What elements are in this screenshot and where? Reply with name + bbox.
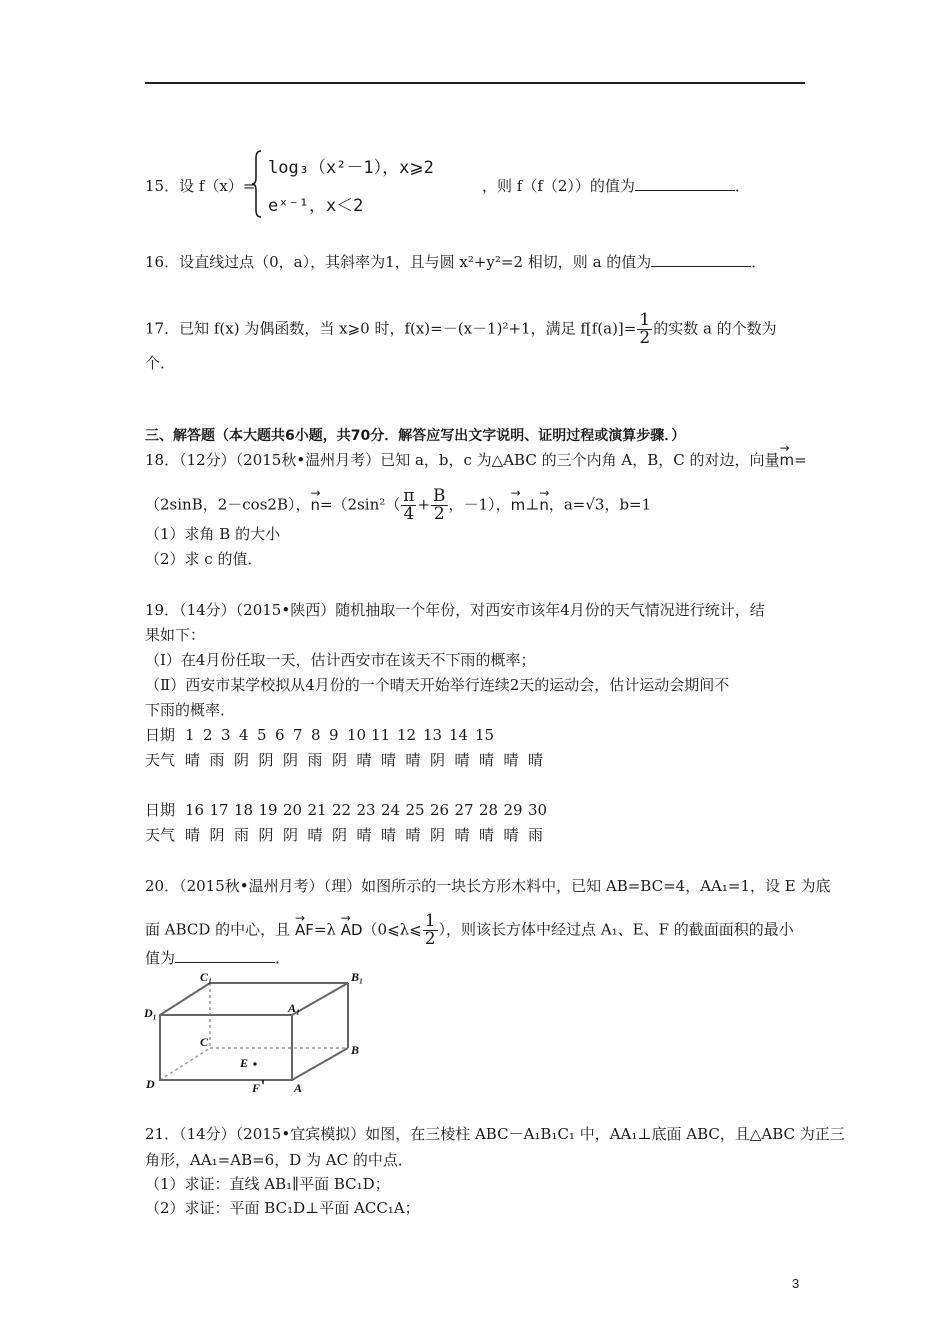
table-cell-weather: 阴 [234,751,250,769]
q20-line2-b: （0⩽λ⩽ [362,920,422,939]
label-b1: B₁ [351,970,364,984]
label-c: C [200,1035,209,1049]
table-header-weather: 天气 [145,826,176,844]
table-cell-weather: 雨 [307,751,323,769]
q20-line3 [145,948,290,968]
point-e [253,1062,256,1065]
fraction [431,488,448,523]
table-cell-weather: 晴 [381,751,397,769]
table-cell-day: 19 [258,801,278,819]
vector-m: → m [779,450,794,470]
q18-line1-text: 18．（12分）（2015秋•温州月考）已知 a，b，c 为△ABC 的三个内角 A，B，C 的对边，向量 [145,451,780,469]
table-cell-weather: 阴 [209,826,225,844]
fraction-numerator: 1 [639,310,651,330]
q18-line2-d: ，a=√3，b=1 [548,495,652,514]
table-cell-day: 5 [257,726,267,744]
table-cell-weather: 晴 [185,826,201,844]
q21-line2: 角形，AA₁=AB=6，D 为 AC 的中点． [145,1151,413,1169]
table-cell-weather: 阴 [430,826,446,844]
q20-line2-c: ），则该长方体中经过点 A₁、E、F 的截面面积的最小 [438,920,794,939]
label-c1: C₁ [200,970,213,984]
weather-table-2-weather [145,825,553,845]
q20-end: ． [275,949,291,967]
lambda: =λ [313,920,336,939]
table-cell-day: 6 [275,726,285,744]
edge-a1b1 [292,983,348,1015]
table-cell-day: 14 [449,726,469,744]
table-cell-day: 22 [332,801,352,819]
weather-table-1-days [145,725,501,745]
table-cell-day: 2 [203,726,213,744]
label-a: A [294,1081,303,1095]
table-cell-weather: 晴 [405,751,421,769]
table-header-date: 日期 [145,726,176,744]
table-header-date: 日期 [145,801,176,819]
fraction-numerator: π [403,486,415,506]
vector-n: → n [310,495,320,515]
q20-line1: 20．（2015秋•温州月考）（理）如图所示的一块长方形木料中，已知 AB=BC=4，AA₁=1，设 E 为底 [145,877,831,895]
label-b: B [351,1043,360,1057]
vector-m: → m [511,495,526,515]
table-cell-weather: 晴 [307,826,323,844]
q16-line [145,252,766,272]
q15-end: ． [734,177,750,195]
table-cell-weather: 雨 [209,751,225,769]
table-cell-weather: 晴 [479,826,495,844]
section-heading: 三、解答题（本大题共6小题，共70分．解答应写出文字说明、证明过程或演算步骤．） [145,428,686,444]
table-cell-weather: 晴 [454,751,470,769]
vector-n: → n [539,495,549,515]
table-cell-weather: 阴 [332,751,348,769]
q16-text: 16．设直线过点（0，a），其斜率为1，且与圆 x²+y²=2 相切，则 a 的值为 [145,253,652,271]
table-cell-day: 12 [397,726,417,744]
q17-line2: 个． [145,354,176,372]
table-cell-weather: 晴 [381,826,397,844]
table-cell-day: 8 [311,726,321,744]
q18-sub1: （1）求角 B 的大小 [145,525,281,543]
label-d: D [146,1077,155,1091]
fraction-denominator: 2 [433,504,445,524]
plus-sign: + [417,495,431,514]
table-cell-weather: 晴 [454,826,470,844]
table-cell-day: 20 [283,801,303,819]
q19-sub2b: 下雨的概率． [145,701,236,719]
answer-blank [635,176,735,191]
table-cell-weather: 阴 [283,751,299,769]
label-e: E [240,1056,249,1070]
q18-line1 [145,450,807,470]
table-cell-weather: 阴 [332,826,348,844]
fraction [423,913,438,948]
q17-line1 [145,312,777,347]
table-cell-day: 7 [293,726,303,744]
q18-line2-b: =（2sin²（ [319,495,401,514]
table-cell-day: 15 [475,726,495,744]
fraction-numerator: B [433,486,446,506]
table-cell-weather: 阴 [258,751,274,769]
table-cell-weather: 晴 [528,751,544,769]
q18-line2-a: （2sinB，2－cos2B）， [145,495,311,514]
left-brace-icon [252,150,262,218]
q21-sub2: （2）求证：平面 BC₁D⊥平面 ACC₁A； [145,1199,420,1217]
answer-blank [175,948,275,963]
table-cell-weather: 晴 [405,826,421,844]
q19-sub2a: （Ⅱ）西安市某学校拟从4月份的一个晴天开始举行连续2天的运动会，估计运动会期间不 [145,676,730,694]
q15-suffix-line [482,176,750,196]
table-cell-weather: 晴 [356,751,372,769]
q15-suffix: ，则 f（f（2））的值为 [482,177,635,195]
table-cell-weather: 晴 [503,751,519,769]
table-cell-weather: 晴 [185,751,201,769]
label-d1: D₁ [144,1006,157,1020]
edge-ab [292,1048,348,1080]
table-cell-day: 25 [405,801,425,819]
label-a1: A₁ [288,1001,301,1015]
q17-text2: 的实数 a 的个数为 [653,319,777,338]
label-f: F [252,1081,261,1095]
q18-line2-c: ，－1）， [448,495,511,514]
table-cell-weather: 晴 [356,826,372,844]
q18-line1-end: = [794,451,807,469]
table-cell-day: 30 [528,801,548,819]
table-cell-day: 24 [381,801,401,819]
q20-line3-text: 值为 [145,949,176,967]
table-cell-day: 1 [185,726,195,744]
q18-line2 [145,488,651,523]
table-cell-day: 3 [221,726,231,744]
table-header-weather: 天气 [145,751,176,769]
table-cell-day: 28 [479,801,499,819]
fraction [401,488,416,523]
table-cell-day: 21 [307,801,327,819]
q21-line1: 21．（14分）（2015•宜宾模拟）如图，在三棱柱 ABC－A₁B₁C₁ 中，AA₁⊥底面 ABC，且△ABC 为正三 [145,1125,845,1143]
table-cell-weather: 晴 [503,826,519,844]
table-cell-weather: 阴 [258,826,274,844]
table-cell-weather: 晴 [479,751,495,769]
q15-case1: log₃（x²－1），x⩾2 [268,158,434,178]
table-cell-day: 13 [423,726,443,744]
q15-case2: eˣ⁻¹，x＜2 [268,196,364,216]
answer-blank [651,252,751,267]
edge-d1c1 [160,983,210,1015]
table-cell-day: 16 [185,801,205,819]
q19-line1: 19．（14分）（2015•陕西）随机抽取一个年份，对西安市该年4月份的天气情况进行统计，结 [145,601,765,619]
table-cell-day: 18 [234,801,254,819]
table-cell-day: 29 [503,801,523,819]
q21-sub1: （1）求证：直线 AB₁∥平面 BC₁D； [145,1175,390,1193]
table-cell-day: 23 [356,801,376,819]
q15-prefix: 15．设 f（x）= [145,177,256,195]
weather-table-1-weather [145,750,553,770]
vector-ad: → AD [341,920,363,940]
table-cell-day: 9 [329,726,339,744]
table-cell-weather: 雨 [528,826,544,844]
q19-sub1: （Ⅰ）在4月份任取一天，估计西安市在该天不下雨的概率； [145,651,536,669]
table-cell-day: 10 [347,726,367,744]
table-cell-weather: 雨 [234,826,250,844]
fraction-denominator: 4 [403,504,415,524]
q20-line2-a: 面 ABCD 的中心，且 [145,920,291,939]
q16-end: ． [751,253,767,271]
table-cell-day: 26 [430,801,450,819]
weather-table-2-days [145,800,553,820]
table-cell-day: 27 [454,801,474,819]
fraction-denominator: 2 [424,929,436,949]
q17-text: 17．已知 f(x) 为偶函数，当 x⩾0 时，f(x)=－(x－1)²+1，满足 f[f(a)]= [145,319,637,338]
q20-line2 [145,913,794,948]
page-number: 3 [792,1276,800,1291]
cuboid-figure [142,970,372,1095]
q18-sub2: （2）求 c 的值． [145,550,263,568]
header-rule [145,82,805,84]
fraction-denominator: 2 [639,328,651,348]
table-cell-day: 17 [209,801,229,819]
vector-af: → AF [295,920,314,940]
table-cell-day: 4 [239,726,249,744]
table-cell-day: 11 [371,726,391,744]
perp-sign: ⊥ [525,495,540,514]
q19-line2: 果如下： [145,626,206,644]
table-cell-weather: 阴 [283,826,299,844]
fraction-numerator: 1 [424,911,436,931]
table-cell-weather: 阴 [430,751,446,769]
fraction [637,312,652,347]
edge-dc [160,1048,210,1080]
